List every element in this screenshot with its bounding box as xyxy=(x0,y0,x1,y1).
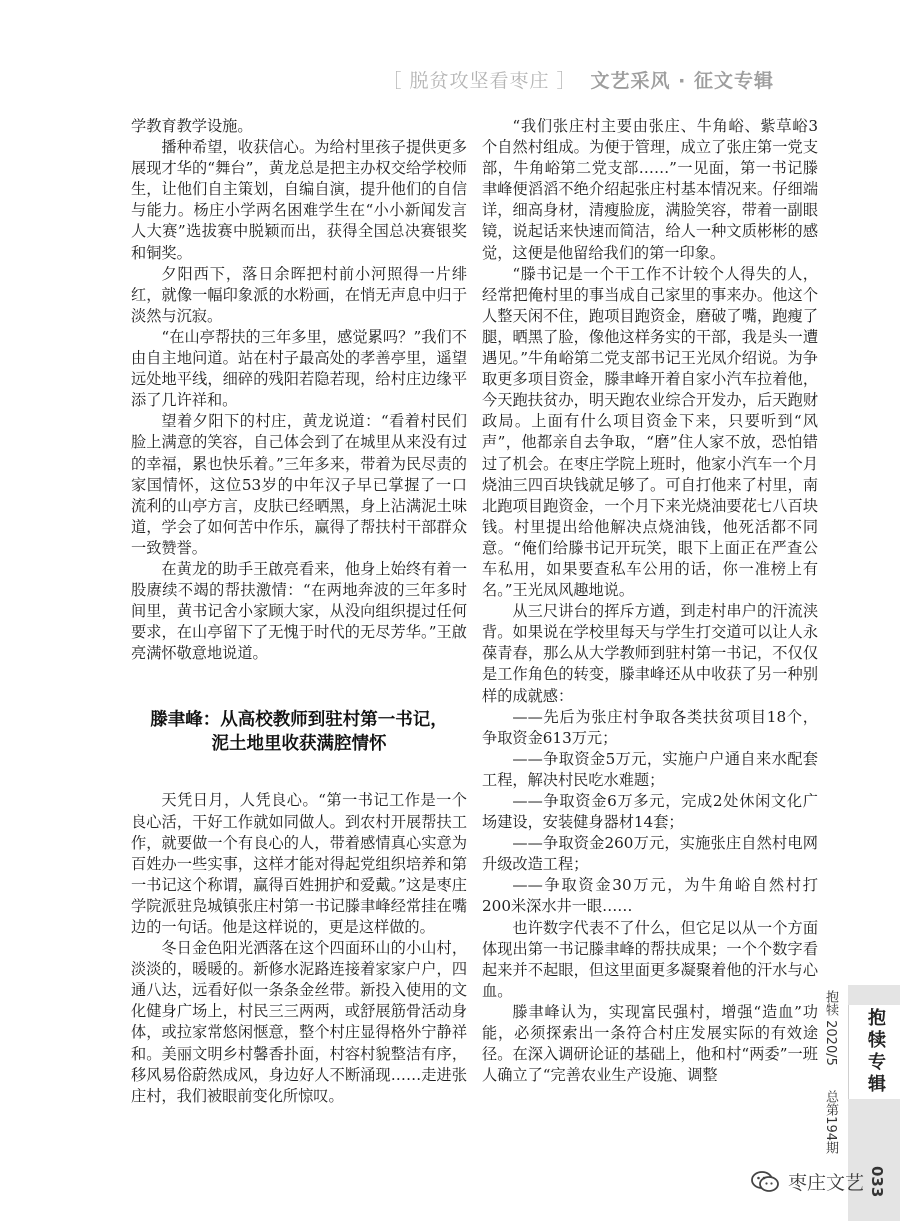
section-tab: 抱犊专辑 xyxy=(848,1005,900,1099)
list-item: ——争取资金30万元，为牛角峪自然村打200米深水井一眼…… xyxy=(482,876,818,916)
magazine-name: 抱犊 xyxy=(823,990,838,1016)
section-title-line: 滕聿峰：从高校教师到驻村第一书记， xyxy=(150,710,448,731)
paragraph: 望着夕阳下的村庄，黄龙说道：“看着村民们脸上满意的笑容，自己体会到了在城里从来没有过的幸福，累也快乐着。”三年多来，带着为民尽责的家国情怀，这位53岁的中年汉子早已掌握了一口流利的山亭方言，皮肤已经晒黑，身上沾满泥土味道，学会了如何苦中作乐，赢得了帮扶村干部群众一致赞誉。 xyxy=(131,412,467,557)
list-item: ——争取资金260万元，实施张庄自然村电网升级改造工程； xyxy=(482,834,818,874)
header-series: ［ 脱贫攻坚看枣庄 ］ xyxy=(382,70,577,92)
list-item: ——争取资金5万元，实施户户通自来水配套工程，解决村民吃水难题； xyxy=(482,749,818,789)
issue-number: 2020/5 xyxy=(823,1020,838,1066)
paragraph: “我们张庄村主要由张庄、牛角峪、紫草峪3个自然村组成。为便于管理，成立了张庄第一党支部，牛角峪第二党支部……”一见面，第一书记滕聿峰便滔滔不绝介绍起张庄村基本情况来。仔细端详，细高身材，清瘦脸庞，满脸笑容，带着一副眼镜，说起话来快速而简洁，给人一种文质彬彬的感觉，这便是他留给我们的第一印象。 xyxy=(482,117,818,262)
left-column xyxy=(131,116,467,1107)
paragraph: 学教育教学设施。 xyxy=(131,117,253,135)
issue-info xyxy=(821,990,840,1154)
right-column xyxy=(482,116,818,1086)
paragraph: 夕阳西下，落日余晖把村前小河照得一片绯红，就像一幅印象派的水粉画，在悄无声息中归于淡然与沉寂。 xyxy=(131,264,467,325)
paragraph: 播种希望，收获信心。为给村里孩子提供更多展现才华的“舞台”，黄龙总是把主办权交给学校师生，让他们自主策划，自编自演，提升他们的自信与能力。杨庄小学两名困难学生在“小小新闻发言人大赛”选拔赛中脱颖而出，获得全国总决赛银奖和铜奖。 xyxy=(131,138,467,262)
total-issue: 总第194期 xyxy=(823,1090,838,1154)
wechat-icon xyxy=(750,1169,780,1195)
section-title-line: 泥土地里收获满腔情怀 xyxy=(211,734,387,755)
page-header xyxy=(382,66,774,93)
paragraph: 天凭日月，人凭良心。“第一书记工作是一个良心活，干好工作就如同做人。到农村开展帮扶工作，就要做一个有良心的人，带着感情真心实意为百姓办一些实事，这样才能对得起党组织培养和第一书记这个称谓，赢得百姓拥护和爱戴。”这是枣庄学院派驻凫城镇张庄村第一书记滕聿峰经常挂在嘴边的一句话。他是这样说的，更是这样做的。 xyxy=(131,791,467,936)
list-item: ——争取资金6万多元，完成2处休闲文化广场建设，安装健身器材14套； xyxy=(482,792,818,832)
page-number: 033 xyxy=(868,1166,886,1198)
paragraph: 滕聿峰认为，实现富民强村，增强“造血”功能，必须探索出一条符合村庄发展实际的有效途径。在深入调研论证的基础上，他和村“两委”一班人确立了“完善农业生产设施、调整 xyxy=(482,1002,818,1085)
paragraph: 在黄龙的助手王啟亮看来，他身上始终有着一股赓续不竭的帮扶激情：“在两地奔波的三年多时间里，黄书记舍小家顾大家，从没向组织提过任何要求，在山亭留下了无愧于时代的无尽芳华。”王啟亮满怀敬意地说道。 xyxy=(131,559,467,663)
watermark-text: 枣庄文艺 xyxy=(788,1172,865,1194)
paragraph: 从三尺讲台的挥斥方遒，到走村串户的汗流浃背。如果说在学校里每天与学生打交道可以让人永葆青春，那么从大学教师到驻村第一书记，不仅仅是工作角色的转变，滕聿峰还从中收获了另一种别样的成就感： xyxy=(482,602,818,705)
paragraph: 冬日金色阳光洒落在这个四面环山的小山村，淡淡的，暖暖的。新修水泥路连接着家家户户，四通八达，远看好似一条条金丝带。新投入使用的文化健身广场上，村民三三两两，或舒展筋骨活动身体，或拉家常悠闲惬意，整个村庄显得格外宁静祥和。美丽文明乡村馨香扑面，村容村貌整洁有序，移风易俗蔚然成风，身边好人不断涌现……走进张庄村，我们被眼前变化所惊叹。 xyxy=(131,939,467,1105)
list-item: ——先后为张庄村争取各类扶贫项目18个，争取资金613万元； xyxy=(482,707,818,747)
watermark xyxy=(750,1168,864,1195)
header-column: 文艺采风 · 征文专辑 xyxy=(590,70,774,92)
paragraph: “在山亭帮扶的三年多里，感觉累吗？”我们不由自主地问道。站在村子最高处的孝善亭里，遥望远处地平线，细碎的残阳若隐若现，给村庄边缘平添了几许祥和。 xyxy=(131,327,467,410)
section-title xyxy=(131,708,467,756)
paragraph: 也许数字代表不了什么，但它足以从一个方面体现出第一书记滕聿峰的帮扶成果；一个个数字看起来并不起眼，但这里面更多凝聚着他的汗水与心血。 xyxy=(482,918,818,1000)
paragraph: “滕书记是一个干工作不计较个人得失的人，经常把俺村里的事当成自己家里的事来办。他这个人整天闲不住，跑项目跑资金，磨破了嘴，跑瘦了腿，晒黑了脸，像他这样务实的干部，我是头一遭遇见。”牛角峪第二党支部书记王光凤介绍说。为争取更多项目资金，滕聿峰开着自家小汽车拉着他，今天跑扶贫办，明天跑农业综合开发办，后天跑财政局。上面有什么项目资金下来，只要听到“风声”，他都亲自去争取，“磨”住人家不放，恐怕错过了机会。在枣庄学院上班时，他家小汽车一个月烧油三四百块钱就足够了。可自打他来了村里，南北跑项目跑资金，一个月下来光烧油要花七八百块钱。村里提出给他解决点烧油钱，他死活都不同意。“俺们给滕书记开玩笑，眼下上面正在严查公车私用，如果要查私车公用的话，你一准榜上有名。”王光凤风趣地说。 xyxy=(482,264,818,600)
